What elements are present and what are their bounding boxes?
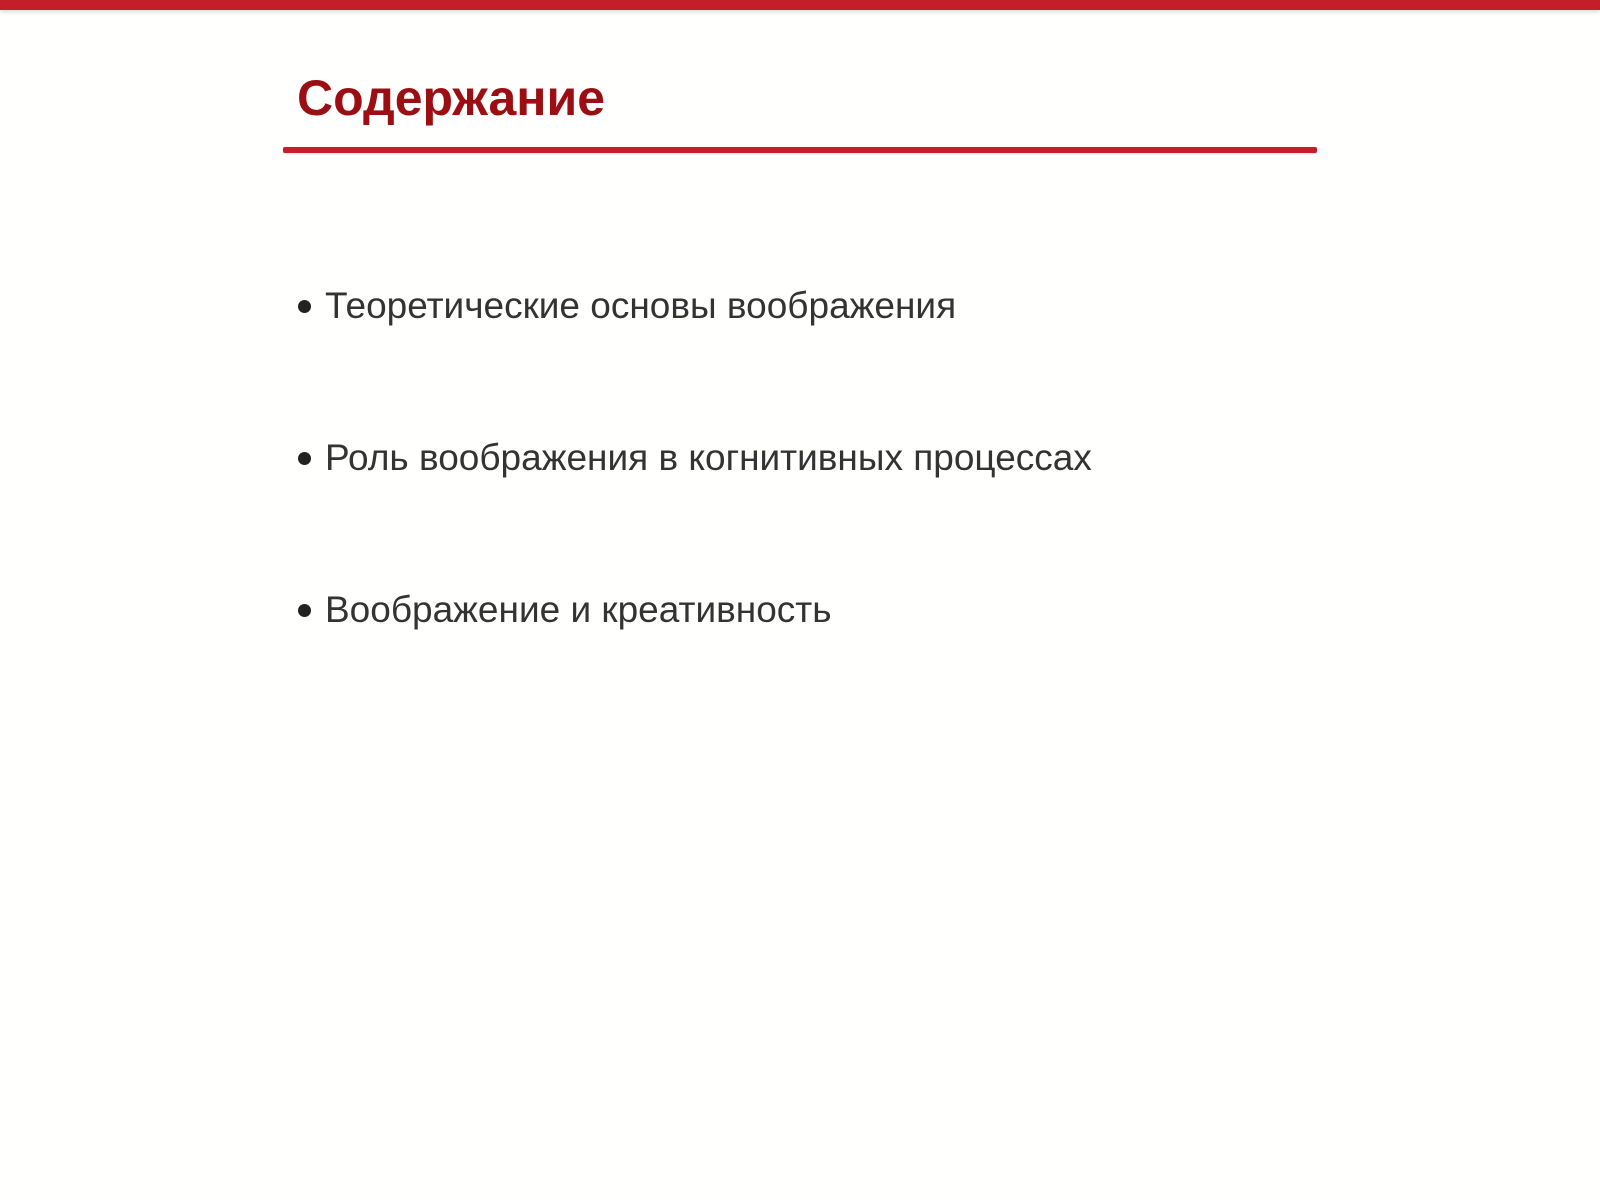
list-item-text: Роль воображения в когнитивных процессах xyxy=(325,437,1092,478)
bullet-icon xyxy=(298,452,311,465)
list-item xyxy=(298,280,1092,332)
contents-list xyxy=(298,280,1092,736)
top-accent-bar xyxy=(0,0,1600,10)
list-item-text: Теоретические основы воображения xyxy=(325,285,957,326)
slide-title: Содержание xyxy=(297,70,606,126)
list-item-text: Воображение и креативность xyxy=(325,589,832,630)
list-item xyxy=(298,432,1092,484)
list-item xyxy=(298,584,1092,636)
title-underline xyxy=(283,147,1317,153)
bullet-icon xyxy=(298,300,311,313)
bullet-icon xyxy=(298,604,311,617)
